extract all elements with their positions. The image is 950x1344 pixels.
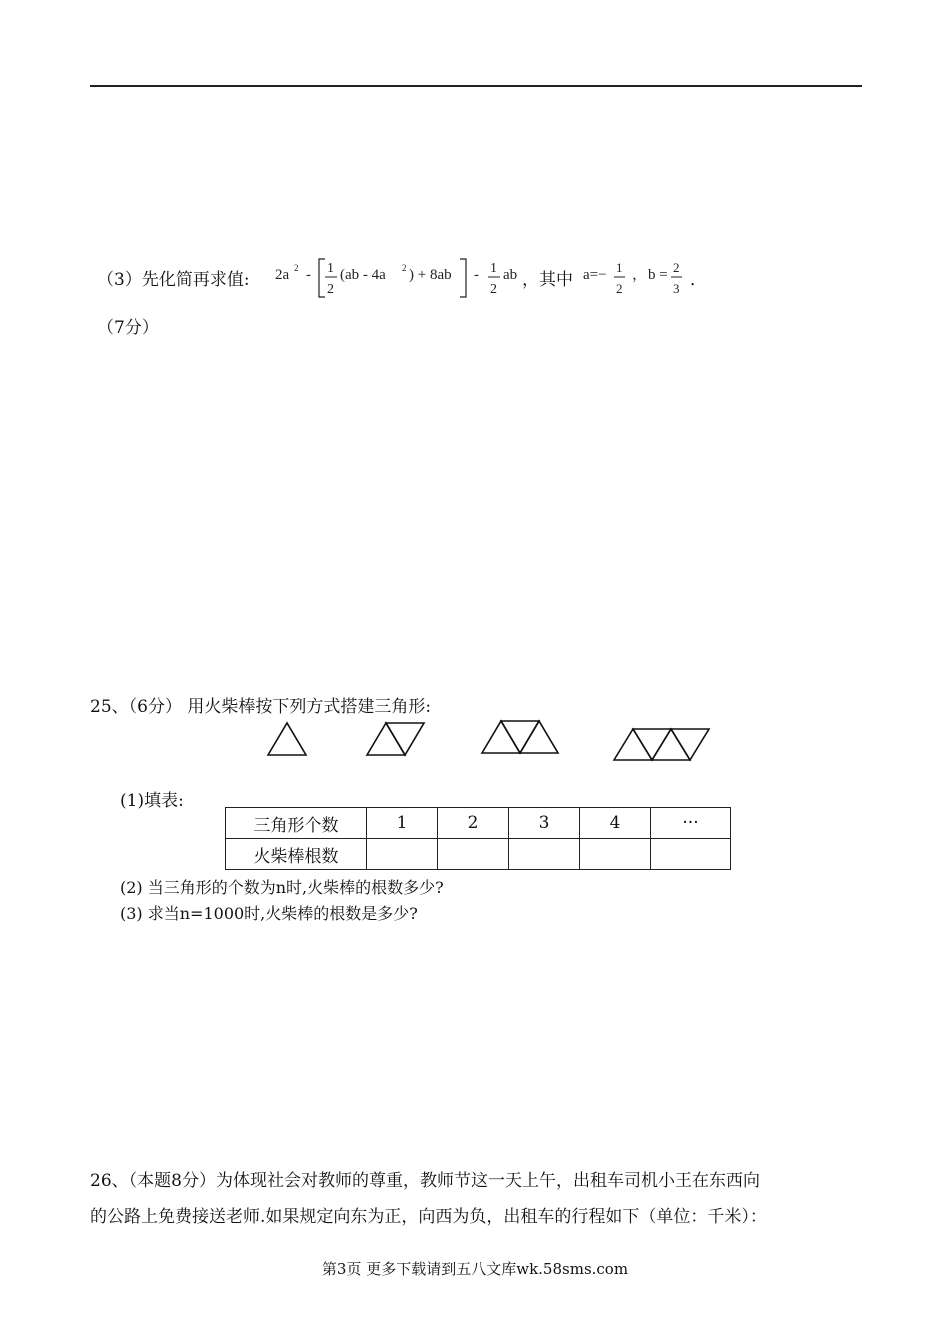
row1-header: 三角形个数: [226, 808, 367, 839]
row1-cell: ···: [651, 808, 731, 839]
svg-text:(ab - 4a: (ab - 4a: [340, 267, 386, 283]
q24-3-condition-prefix: ，其中: [522, 270, 573, 290]
header-rule: [90, 85, 862, 87]
row2-header: 火柴棒根数: [226, 839, 367, 870]
q26-line1: 26、（本题8分）为体现社会对教师的尊重，教师节这一天上午，出租车司机小王在东西向: [90, 1171, 760, 1191]
svg-text:1: 1: [616, 260, 623, 275]
svg-text:2: 2: [402, 263, 407, 273]
svg-text:2: 2: [294, 263, 299, 273]
svg-text:-: -: [474, 267, 479, 283]
table-row: [226, 839, 731, 870]
svg-text:2: 2: [673, 260, 680, 275]
q24-3-label: （3）先化简再求值:: [97, 270, 250, 290]
svg-text:2: 2: [490, 282, 497, 297]
q25-fill-label: (1)填表:: [120, 791, 184, 811]
svg-text:1: 1: [490, 261, 497, 276]
svg-text:b =: b =: [648, 267, 668, 283]
row1-cell: 1: [367, 808, 438, 839]
svg-text:3: 3: [673, 281, 680, 296]
fill-in-table: [225, 807, 731, 870]
svg-text:2: 2: [616, 281, 623, 296]
figure-2-triangles: [367, 723, 424, 755]
row1-cell: 3: [509, 808, 580, 839]
q25-part3: (3) 求当n=1000时,火柴棒的根数是多少?: [120, 904, 418, 923]
answer-cell[interactable]: [438, 839, 509, 870]
table-row: [226, 808, 731, 839]
svg-text:1: 1: [327, 261, 334, 276]
svg-text:) + 8ab: ) + 8ab: [409, 267, 452, 283]
row1-cell: 2: [438, 808, 509, 839]
svg-text:-: -: [306, 267, 311, 283]
svg-text:2: 2: [327, 282, 334, 297]
q25-part2: (2) 当三角形的个数为n时,火柴棒的根数多少?: [120, 878, 444, 897]
answer-cell[interactable]: [580, 839, 651, 870]
svg-text:，: ，: [632, 267, 648, 283]
matchstick-triangles-figure: [250, 715, 720, 765]
q24-3-tail: ．: [690, 270, 707, 290]
figure-3-triangles: [482, 721, 558, 753]
variable-values: [580, 253, 700, 303]
answer-cell[interactable]: [367, 839, 438, 870]
row1-cell: 4: [580, 808, 651, 839]
answer-cell[interactable]: [651, 839, 731, 870]
svg-text:a=−: a=−: [583, 267, 607, 283]
q24-3-points: （7分）: [97, 318, 159, 338]
figure-1-triangle: [268, 723, 306, 755]
svg-text:ab: ab: [503, 267, 518, 283]
q26-line2: 的公路上免费接送老师.如果规定向东为正，向西为负，出租车的行程如下（单位：千米）：: [90, 1207, 767, 1227]
page-footer: 第3页 更多下载请到五八文库wk.58sms.com: [321, 1260, 629, 1278]
figure-4-triangles: [614, 729, 709, 760]
q25-heading: 25、（6分） 用火柴棒按下列方式搭建三角形:: [90, 697, 432, 717]
answer-cell[interactable]: [509, 839, 580, 870]
svg-text:2a: 2a: [275, 267, 290, 283]
